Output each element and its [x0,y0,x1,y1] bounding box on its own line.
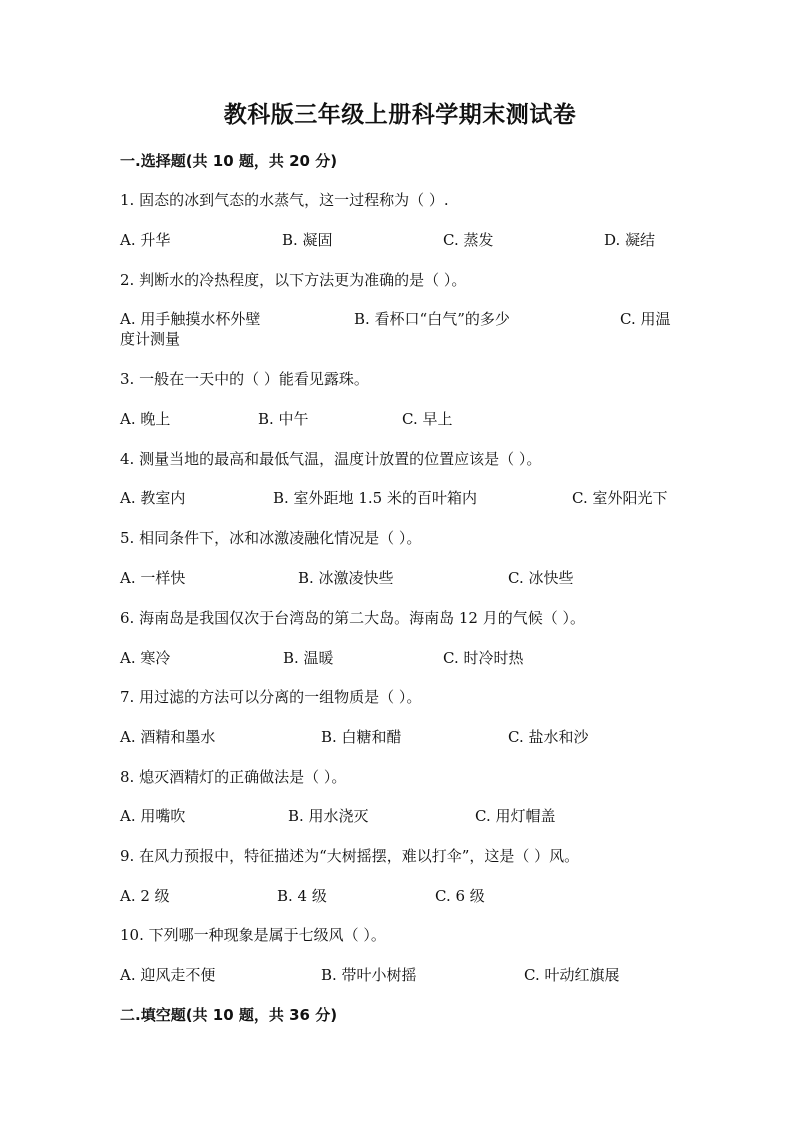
section-heading-fill-blank: 二.填空题(共 10 题，共 36 分) [120,1006,338,1024]
question-option: A. 一样快 [120,569,186,587]
question-stem: 7. 用过滤的方法可以分离的一组物质是（ ）。 [120,688,422,706]
question-option: C. 叶动红旗展 [524,966,620,984]
question-stem: 4. 测量当地的最高和最低气温，温度计放置的位置应该是（ ）。 [120,450,542,468]
question-option: A. 迎风走不便 [120,966,216,984]
question-option: D. 凝结 [604,231,656,249]
question-option: C. 蒸发 [443,231,494,249]
question-option: C. 室外阳光下 [572,489,668,507]
question-option: B. 凝固 [282,231,333,249]
question-option: A. 2 级 [120,887,170,905]
question-option: A. 教室内 [120,489,186,507]
question-option: B. 室外距地 1.5 米的百叶箱内 [273,489,477,507]
question-stem: 6. 海南岛是我国仅次于台湾岛的第二大岛。海南岛 12 月的气候（ ）。 [120,609,585,627]
question-option: A. 酒精和墨水 [120,728,216,746]
question-option: C. 时冷时热 [443,649,524,667]
question-option: A. 用嘴吹 [120,807,186,825]
question-option: B. 用水浇灭 [288,807,369,825]
exam-title: 教科版三年级上册科学期末测试卷 [223,102,577,128]
question-option: C. 6 级 [435,887,485,905]
question-option: A. 晚上 [120,410,171,428]
section-heading-choice: 一.选择题(共 10 题，共 20 分) [120,152,338,170]
question-option: C. 用灯帽盖 [475,807,556,825]
question-option: A. 升华 [120,231,171,249]
question-option: C. 冰快些 [508,569,574,587]
question-option: B. 4 级 [277,887,327,905]
question-stem: 1. 固态的冰到气态的水蒸气，这一过程称为（ ）. [120,191,449,209]
question-option: B. 带叶小树摇 [321,966,417,984]
question-option: B. 冰激凌快些 [298,569,394,587]
question-stem: 3. 一般在一天中的（ ）能看见露珠。 [120,370,369,388]
question-option-continuation: 度计测量 [120,330,181,348]
question-option: B. 白糖和醋 [321,728,402,746]
question-stem: 5. 相同条件下，冰和冰激凌融化情况是（ ）。 [120,529,422,547]
question-option: A. 寒冷 [120,649,171,667]
question-option: B. 温暖 [283,649,334,667]
question-option: C. 盐水和沙 [508,728,589,746]
question-stem: 10. 下列哪一种现象是属于七级风（ ）。 [120,926,386,944]
question-stem: 9. 在风力预报中，特征描述为“大树摇摆，难以打伞”，这是（ ）风。 [120,847,580,865]
question-stem: 2. 判断水的冷热程度，以下方法更为准确的是（ ）。 [120,271,467,289]
question-stem: 8. 熄灭酒精灯的正确做法是（ ）。 [120,768,347,786]
question-option: B. 中午 [258,410,309,428]
question-option: B. 看杯口“白气”的多少 [354,310,510,328]
question-option: C. 用温 [620,310,671,328]
question-option: C. 早上 [402,410,453,428]
question-option: A. 用手触摸水杯外壁 [120,310,261,328]
